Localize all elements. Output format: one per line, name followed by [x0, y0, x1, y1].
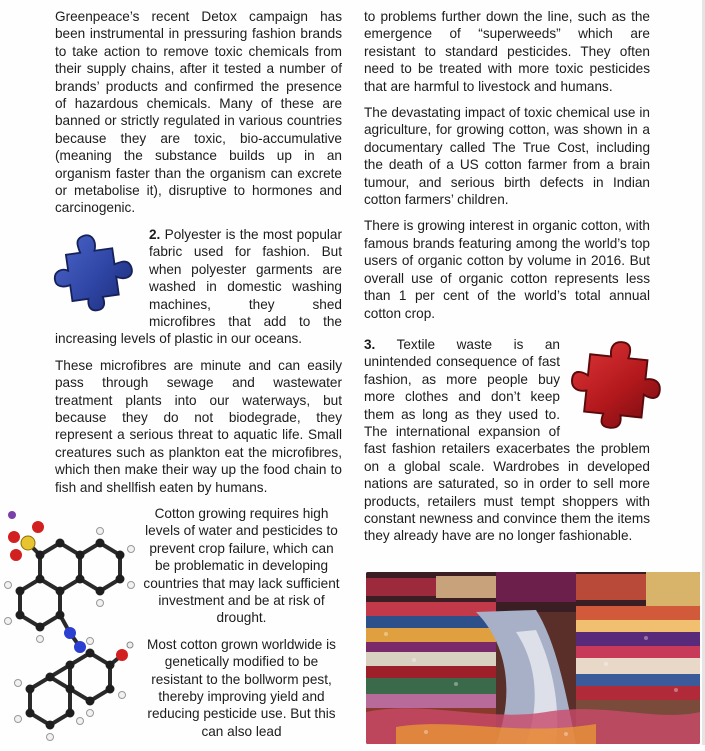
paragraph-polyester-text: Polyester is the most popular fabric used for fashion. But when polyester garments are washed in domestic washing machines, they shed microfibres that add to the increasing levels of plastic in our oceans. [55, 226, 342, 347]
paragraph-textile-waste [364, 336, 650, 545]
paragraph-microfibres: These microfibres are minute and can easily pass through sewage and wastewater treatment plants into our waterways, but because they do not biodegrade, they represent a serious threat to aquatic life. Small creatures such as plankton eat the microfibres, which then make their way up the food chain to fish and shellfish eaten by humans. [55, 357, 342, 495]
paragraph-cotton-growing: Cotton growing requires high levels of water and pesticides to prevent crop failure, which can be problematic in developing countries that may lack sufficient investment and be at risk of drought. [143, 505, 340, 626]
puzzle-piece-blue-icon [49, 224, 139, 314]
point-number-3: 3. [364, 336, 376, 352]
right-column [364, 8, 650, 554]
textile-pile-image [366, 572, 700, 744]
paragraph-true-cost: The devastating impact of toxic chemical use in agriculture, for growing cotton, was shown in a documentary called The True Cost, including the death of a US cotton farmer from a brain tumour, and serious birth defects in Indian cotton farmers’ children. [364, 105, 650, 208]
paragraph-superweeds: to problems further down the line, such as the emergence of “superweeds” which are resistant to standard pesticides. They often need to be treated with more toxic pesticides that are harmful to livestock and humans. [364, 9, 650, 94]
molecule-illustration-icon [0, 505, 135, 751]
paragraph-gm-cotton: Most cotton grown worldwide is genetically modified to be resistant to the bollworm pest, thereby improving yield and reducing pesticide use. But this can also lead [147, 636, 336, 739]
paragraph-organic-cotton: There is growing interest in organic cotton, with famous brands featuring among the world’s top users of organic cotton by volume in 2016. But overall use of organic cotton represents less than 1 per cent of the world’s total annual cotton crop. [364, 218, 650, 321]
textile-pile-photo [366, 572, 700, 744]
paragraph-detox: Greenpeace’s recent Detox campaign has been instrumental in pressuring fashion brands to take action to remove toxic chemicals from their supply chains, after it tested a number of brands’ products and confirmed the presence of hazardous chemicals. Many of these are banned or strictly regulated in various countries because they are toxic, bio-accumulative (meaning the substance builds up in an organism faster than the organism can excrete or metabolise it), disruptive to hormones and carcinogenic. [55, 9, 342, 216]
point-number-2: 2. [149, 226, 161, 242]
puzzle-piece-red-icon [568, 336, 664, 432]
paragraph-textile-waste-text: Textile waste is an unintended consequence of fast fashion, as more people buy more clothes and don’t keep them as long as they used to. The international expansion of fast fashion retailers exacerbates the problem on a global scale. Wardrobes in developed nations are saturated, so in order to sell more products, retailers must tempt shoppers with constant newness and convince them the items they already have are no longer fashionable. [364, 336, 650, 544]
paragraph-polyester [55, 226, 342, 348]
left-column [55, 8, 342, 751]
